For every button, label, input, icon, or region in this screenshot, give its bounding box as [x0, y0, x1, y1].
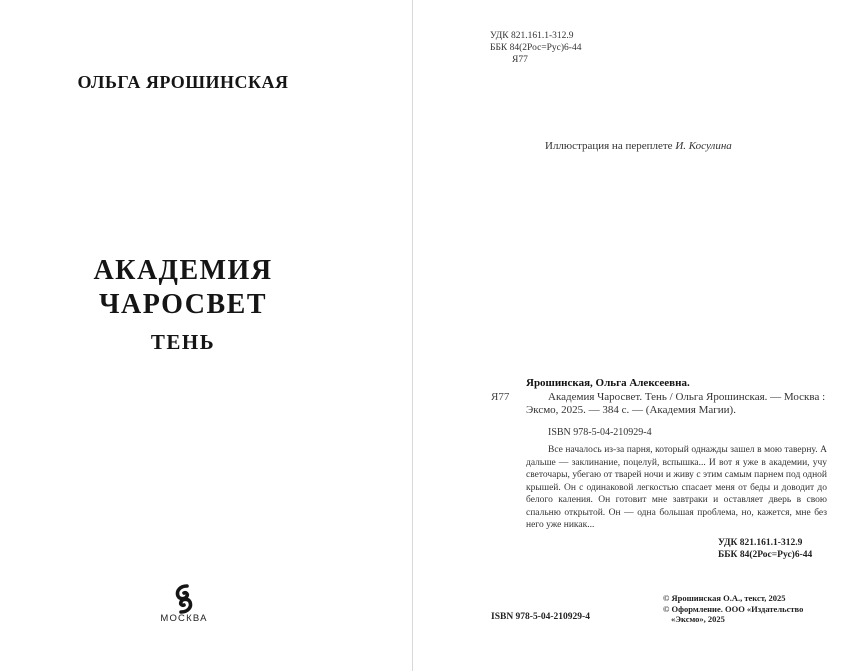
bbk-code-bottom: ББК 84(2Рос=Рус)6-44	[718, 550, 813, 560]
book-title-line-1: АКАДЕМИЯ	[93, 255, 273, 286]
author-name: ОЛЬГА ЯРОШИНСКАЯ	[77, 72, 289, 92]
classification-block-bottom	[718, 537, 812, 561]
book-subtitle: ТЕНЬ	[150, 330, 216, 354]
illustration-label: Иллюстрация на переплете	[545, 140, 673, 152]
eksmo-logo-icon	[166, 584, 202, 614]
bib-author: Ярошинская, Ольга Алексеевна.	[526, 377, 690, 389]
illustration-credit	[545, 140, 732, 152]
author-sign: Я77	[512, 55, 528, 65]
right-page	[413, 0, 854, 671]
copyright-publisher: «Эксмо», 2025	[671, 614, 725, 624]
bib-isbn: ISBN 978-5-04-210929-4	[548, 426, 652, 438]
udk-code: УДК 821.161.1-312.9	[490, 31, 574, 41]
bibliographic-record	[526, 377, 826, 439]
left-page	[0, 0, 412, 671]
bib-description: Академия Чаросвет. Тень / Ольга Ярошинская. — Москва : Эксмо, 2025. — 384 с. — (Академия Магии).	[526, 390, 826, 416]
publisher-city: МОСКВА	[160, 613, 208, 624]
copyright-text: © Ярошинская О.А., текст, 2025	[663, 593, 786, 603]
book-title-line-2: ЧАРОСВЕТ	[98, 289, 268, 320]
copyright-block	[663, 593, 803, 625]
bbk-code: ББК 84(2Рос=Рус)6-44	[490, 43, 582, 53]
udk-code-bottom: УДК 821.161.1-312.9	[718, 538, 803, 548]
annotation-text: Все началось из-за парня, который однажды зашел в мою таверну. А дальше — заклинание, поцелуй, вспышка... И вот я уже в академии, учу светочары, убегаю от тварей ночи и живу с этим самым парнем под одной крышей. Он с одинаковой легкостью спасает меня от беды и доводит до белого каления. Он готовит мне завтраки и оставляет дверь в свою спальню открытой. Он — одна большая проблема, но, кажется, мне без него уже никак...	[526, 445, 827, 530]
author-sign-left: Я77	[491, 391, 510, 403]
illustration-artist: И. Косулина	[675, 140, 732, 152]
isbn-bottom: ISBN 978-5-04-210929-4	[491, 612, 590, 622]
copyright-design: © Оформление. ООО «Издательство	[663, 603, 804, 614]
annotation	[526, 444, 827, 532]
classification-block-top	[490, 30, 581, 66]
